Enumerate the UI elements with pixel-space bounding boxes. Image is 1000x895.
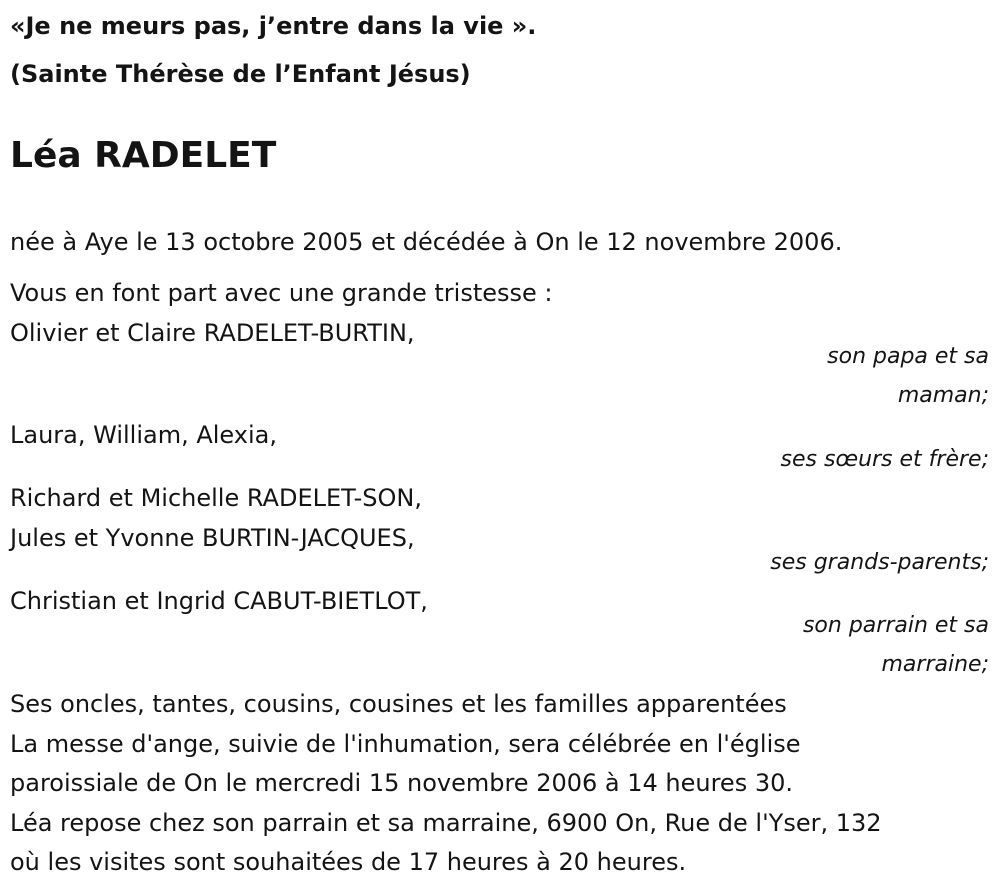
godparents-role-line-1: son parrain et sa [802, 613, 989, 638]
parents-role-line-1: son papa et sa [827, 344, 989, 369]
birth-death-line: née à Aye le 13 octobre 2005 et décédée à On le 12 novembre 2006. [10, 228, 843, 256]
ceremony-line-4: où les visites sont souhaitées de 17 heures à 20 heures. [10, 848, 687, 876]
deceased-name: Léa RADELET [10, 135, 277, 176]
epigraph-author: (Sainte Thérèse de l’Enfant Jésus) [10, 60, 471, 88]
announcement-intro: Vous en font part avec une grande tristesse : [10, 279, 553, 307]
ceremony-line-3: Léa repose chez son parrain et sa marraine, 6900 On, Rue de l'Yser, 132 [10, 809, 882, 837]
parents-role-line-2: maman; [897, 383, 989, 408]
parents-names: Olivier et Claire RADELET-BURTIN, [10, 319, 415, 347]
grandparents-line-2: Jules et Yvonne BURTIN-JACQUES, [10, 524, 415, 552]
ceremony-line-2: paroissiale de On le mercredi 15 novembre 2006 à 14 heures 30. [10, 769, 793, 797]
extended-family: Ses oncles, tantes, cousins, cousines et les familles apparentées [10, 690, 787, 718]
siblings-names: Laura, William, Alexia, [10, 421, 277, 449]
ceremony-line-1: La messe d'ange, suivie de l'inhumation, sera célébrée en l'église [10, 730, 801, 758]
epigraph-quote: «Je ne meurs pas, j’entre dans la vie ». [10, 12, 537, 40]
siblings-role: ses sœurs et frère; [780, 447, 989, 472]
godparents-names: Christian et Ingrid CABUT-BIETLOT, [10, 587, 428, 615]
grandparents-role: ses grands-parents; [770, 550, 989, 575]
grandparents-line-1: Richard et Michelle RADELET-SON, [10, 484, 422, 512]
godparents-role-line-2: marraine; [881, 652, 989, 677]
